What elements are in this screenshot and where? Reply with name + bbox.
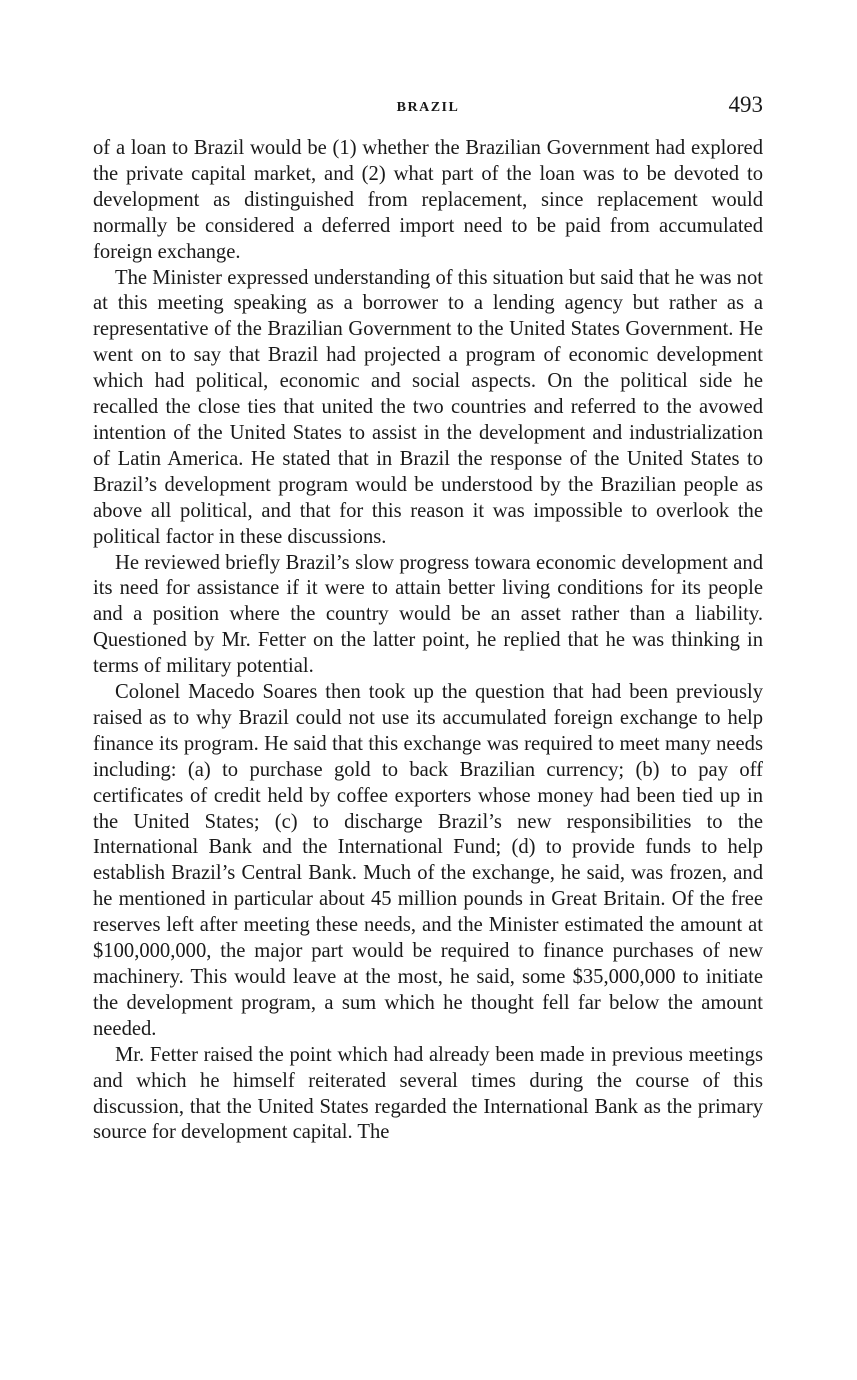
paragraph-international-bank: Mr. Fetter raised the point which had already been made in previous meetings and which he himself reiterated several times during the course of this discussion, that the United States regarded the International Bank as the primary source for development capital. The <box>93 1043 763 1144</box>
paragraph-foreign-exchange: Colonel Macedo Soares then took up the question that had been previously raised as to why Brazil could not use its accumulated foreign exchange to help finance its program. He said that this exchange was required to meet many needs including: (a) to purchase gold to back Brazilian currency; (b) to pay off certificates of credit held by coffee exporters whose money had been tied up in the United States; (c) to discharge Brazil’s new responsibilities to the International Bank and the International Fund; (d) to provide funds to help establish Brazil’s Central Bank. Much of the exchange, he said, was frozen, and he mentioned in particular about 45 million pounds in Great Britain. Of the free reserves left after meeting these needs, and the Minister estimated the amount at $100,000,000, the major part would be required to finance purchases of new machinery. This would leave at the most, he said, some $35,000,000 to initiate the development program, a sum which he thought fell far below the amount needed. <box>93 681 763 1040</box>
page-content <box>93 92 763 1146</box>
paragraph-slow-progress: He reviewed briefly Brazil’s slow progress towara economic development and its need for assistance if it were to attain better living conditions for its people and a position where the country would be an asset rather than a liability. Questioned by Mr. Fetter on the latter point, he replied that he was thinking in terms of military potential. <box>93 551 763 678</box>
paragraph-minister-response: The Minister expressed understanding of this situation but said that he was not at this meeting speaking as a borrower to a lending agency but rather as a representative of the Brazilian Government to the United States Government. He went on to say that Brazil had projected a program of economic development which had political, economic and social aspects. On the political side he recalled the close ties that united the two countries and referred to the avowed intention of the United States to assist in the development and industrialization of Latin America. He stated that in Brazil the response of the United States to Brazil’s development program would be understood by the Brazilian people as above all political, and that for this reason it was impossible to overlook the political factor in these discussions. <box>93 266 763 548</box>
paragraph-continuation: of a loan to Brazil would be (1) whether the Brazilian Government had explored the private capital market, and (2) what part of the loan was to be devoted to development as distinguished from replacement, since replacement would normally be considered a deferred import need to be paid from accumulated foreign exchange. <box>93 137 763 263</box>
running-head <box>93 92 763 124</box>
page-number: 493 <box>728 92 763 117</box>
running-title: BRAZIL <box>396 100 460 115</box>
body-text <box>93 136 763 1146</box>
